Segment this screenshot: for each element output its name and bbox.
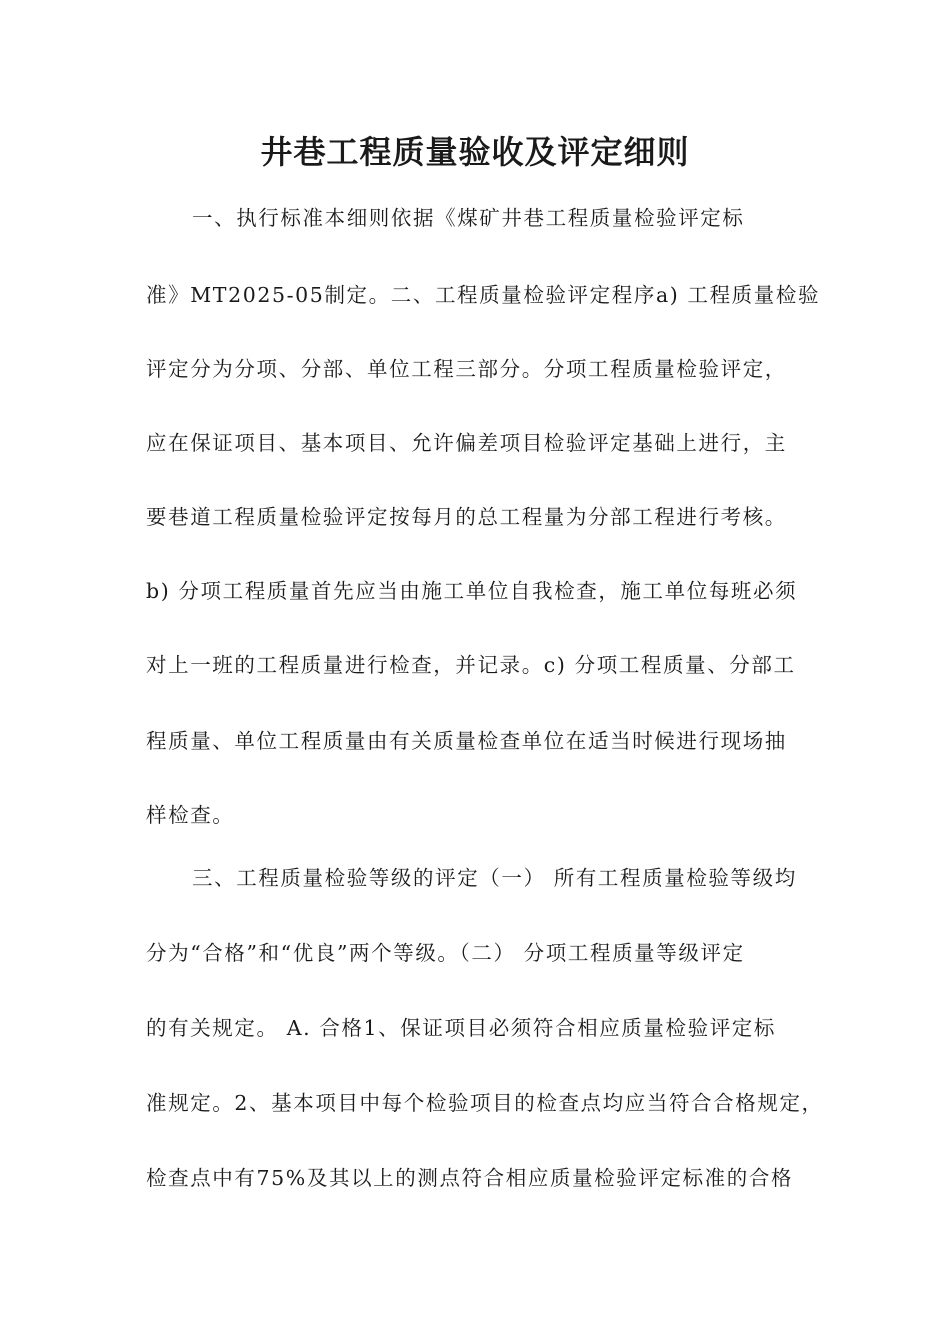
paragraph-line: 检查点中有75%及其以上的测点符合相应质量检验评定标准的合格 (146, 1166, 794, 1190)
paragraph-line: 一、执行标准本细则依据《煤矿井巷工程质量检验评定标 (192, 206, 745, 230)
paragraph-line: 准规定。2、基本项目中每个检验项目的检查点均应当符合合格规定， (146, 1091, 824, 1115)
paragraph-line: 评定分为分项、分部、单位工程三部分。分项工程质量检验评定， (146, 357, 787, 381)
paragraph-line: 要巷道工程质量检验评定按每月的总工程量为分部工程进行考核。 (146, 505, 787, 529)
paragraph-line: 应在保证项目、基本项目、允许偏差项目检验评定基础上进行，主 (146, 431, 787, 455)
paragraph-line: 分为“合格”和“优良”两个等级。（二） 分项工程质量等级评定 (146, 941, 745, 965)
paragraph-line: 的有关规定。 A. 合格1、保证项目必须符合相应质量检验评定标 (146, 1016, 776, 1040)
paragraph-line: 样检查。 (146, 803, 235, 827)
paragraph-line: b) 分项工程质量首先应当由施工单位自我检查，施工单位每班必须 (146, 579, 798, 603)
paragraph-line: 程质量、单位工程质量由有关质量检查单位在适当时候进行现场抽 (146, 729, 787, 753)
paragraph-line: 三、工程质量检验等级的评定（一） 所有工程质量检验等级均 (192, 866, 797, 890)
paragraph-line: 对上一班的工程质量进行检查，并记录。c) 分项工程质量、分部工 (146, 653, 796, 677)
paragraph-line: 准》MT2025-05制定。二、工程质量检验评定程序a) 工程质量检验 (146, 283, 821, 307)
document-title: 井巷工程质量验收及评定细则 (260, 133, 690, 171)
